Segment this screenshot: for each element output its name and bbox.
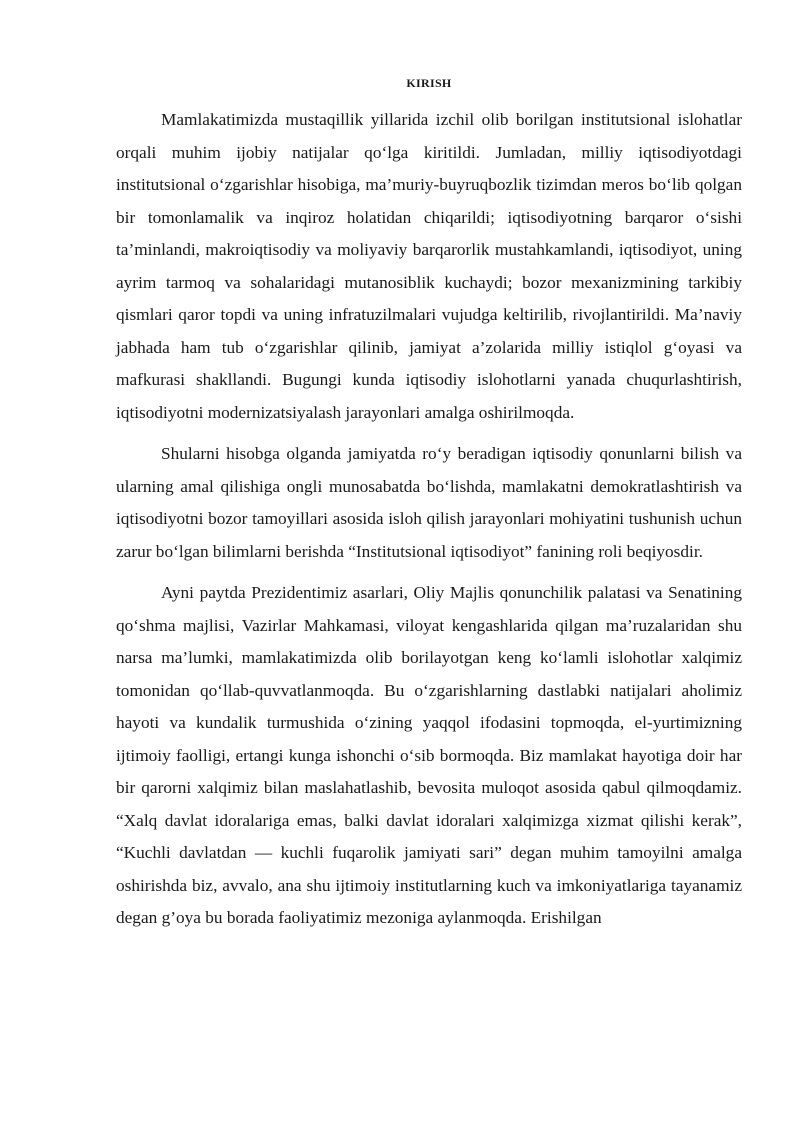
body-text: [116, 104, 742, 944]
paragraph-3: Ayni paytda Prezidentimiz asarlari, Oliy Majlis qonunchilik palatasi va Senatining qo‘shma majlisi, Vazirlar Mahkamasi, viloyat kengashlarida qilgan ma’ruzalaridan shu narsa ma’lumki, mamlakatimizda olib borilayotgan keng ko‘lamli islohotlar xalqimiz tomonidan qo‘llab-quvvatlanmoqda. Bu o‘zgarishlarning dastlabki natijalari aholimiz hayoti va kundalik turmushida o‘zining yaqqol ifodasini topmoqda, el-yurtimizning ijtimoiy faolligi, ertangi kunga ishonchi o‘sib bormoqda. Biz mamlakat hayotiga doir har bir qarorni xalqimiz bilan maslahatlashib, bevosita muloqot asosida qabul qilmoqdamiz. “Xalq davlat idoralariga emas, balki davlat idoralari xalqimizga xizmat qilishi kerak”, “Kuchli davlatdan — kuchli fuqarolik jamiyati sari” degan muhim tamoyilni amalga oshirishda biz, avvalo, ana shu ijtimoiy institutlarning kuch va imkoniyatlariga tayanamiz degan g’oya bu borada faoliyatimiz mezoniga aylanmoqda. Erishilgan: [116, 583, 742, 927]
paragraph-1: Mamlakatimizda mustaqillik yillarida izchil olib borilgan institutsional islohatlar orqali muhim ijobiy natijalar qo‘lga kiritildi. Jumladan, milliy iqtisodiyotdagi institutsional o‘zgarishlar hisobiga, ma’muriy-buyruqbozlik tizimdan meros bo‘lib qolgan bir tomonlamalik va inqiroz holatidan chiqarildi; iqtisodiyotning barqaror o‘sishi ta’minlandi, makroiqtisodiy va moliyaviy barqarorlik mustahkamlandi, iqtisodiyot, uning ayrim tarmoq va sohalaridagi mutanosiblik kuchaydi; bozor mexanizmining tarkibiy qismlari qaror topdi va uning infratuzilmalari vujudga keltirilib, rivojlantirildi. Ma’naviy jabhada ham tub o‘zgarishlar qilinib, jamiyat a’zolarida milliy istiqlol g‘oyasi va mafkurasi shakllandi. Bugungi kunda iqtisodiy islohotlarni yanada chuqurlashtirish, iqtisodiyotni modernizatsiyalash jarayonlari amalga oshirilmoqda.: [116, 110, 742, 422]
section-heading: KIRISH: [406, 76, 452, 90]
paragraph-2: Shularni hisobga olganda jamiyatda ro‘y beradigan iqtisodiy qonunlarni bilish va ularning amal qilishiga ongli munosabatda bo‘lishda, mamlakatni demokratlashtirish va iqtisodiyotni bozor tamoyillari asosida isloh qilish jarayonlari mohiyatini tushunish uchun zarur bo‘lgan bilimlarni berishda “Institutsional iqtisodiyot” fanining roli beqiyosdir.: [116, 444, 742, 561]
